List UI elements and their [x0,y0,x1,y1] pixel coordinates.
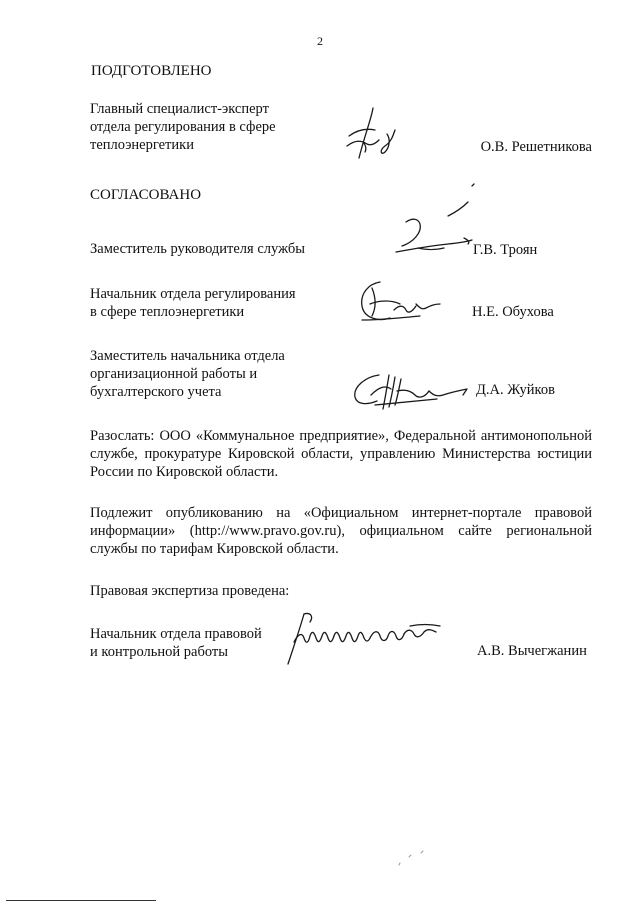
signature-vychegzhanin [280,608,460,668]
publication-paragraph: Подлежит опубликованию на «Официальном интернет-портале правовой информации» (http://www.pravo.gov.ru), официальном сайте региональной службы по тарифам Кировской области. [90,505,592,557]
agreed-position-line: организационной работы и [90,366,258,382]
agreed-signatory-name: Д.А. Жуйков [476,382,555,398]
prepared-position-line: теплоэнергетики [90,137,194,153]
legal-review-position-line: и контрольной работы [90,644,228,660]
agreed-position-line: Заместитель начальника отдела [90,348,285,364]
agreed-signatory-name: Н.Е. Обухова [472,304,554,320]
prepared-heading: ПОДГОТОВЛЕНО [91,63,212,79]
prepared-position-line: отдела регулирования в сфере [90,119,276,135]
agreed-signatory-name: Г.В. Троян [473,242,538,258]
signature-obukhova [350,274,445,329]
signature-zhuikov [345,365,475,415]
agreed-heading: СОГЛАСОВАНО [90,187,202,203]
legal-review-heading: Правовая экспертиза проведена: [90,583,290,599]
page-number: 2 [317,34,323,48]
legal-review-position-line: Начальник отдела правовой [90,626,262,642]
signature-reshetnikova [335,100,415,170]
agreed-position-line: Заместитель руководителя службы [90,241,306,257]
distribution-paragraph: Разослать: ООО «Коммунальное предприятие», Федеральной антимонопольной службе, прокуратуре Кировской области, управлению Министерства юстиции России по Кировской области. [90,428,592,480]
prepared-signatory-name: О.В. Решетникова [480,139,592,155]
footer-divider [6,900,156,901]
prepared-position-line: Главный специалист-эксперт [90,101,269,117]
signature-troyan [378,180,478,265]
legal-review-signatory-name: А.В. Вычегжанин [477,643,587,659]
agreed-position-line: бухгалтерского учета [90,384,222,400]
faint-marks [395,845,435,870]
agreed-position-line: в сфере теплоэнергетики [90,304,245,320]
agreed-position-line: Начальник отдела регулирования [90,286,296,302]
